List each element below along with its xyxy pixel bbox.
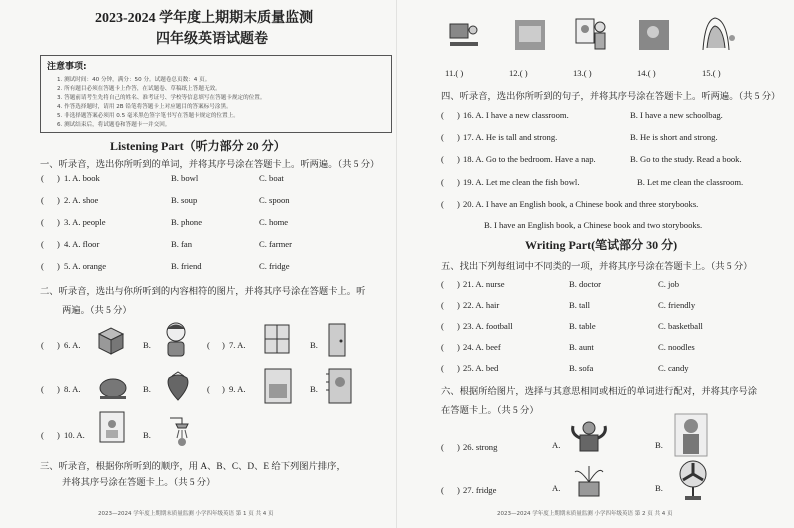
answer-paren-open: ( xyxy=(441,132,444,142)
plant-pot-picture xyxy=(569,460,609,500)
answer-paren-open: ( xyxy=(441,485,444,495)
option-c: C. fridge xyxy=(259,261,290,271)
storybook-picture xyxy=(262,366,294,406)
option-b: B. table xyxy=(569,321,596,331)
option-b: B. tall xyxy=(569,300,591,310)
option-b: B. bowl xyxy=(171,173,199,183)
answer-paren-open: ( xyxy=(441,110,444,120)
question-6-a: 6. A. xyxy=(64,340,81,350)
section-2-instructions-cont: 两遍。（共 5 分） xyxy=(62,306,132,316)
answer-paren-close: ) xyxy=(457,442,460,452)
section-3-instructions-cont: 并将其序号涂在答题卡上。（共 5 分） xyxy=(62,478,216,488)
word-27: 27. fridge xyxy=(463,485,497,495)
section-3-instructions: 三、听录音，根据你所听到的顺序，用 A、B、C、D、E 给下列图片排序， xyxy=(40,462,346,472)
sentence-16-a: 16. A. I have a new classroom. xyxy=(463,110,569,120)
picture-number-13: 13.( ) xyxy=(573,68,592,78)
notice-line: 6. 测试结束后，将试题卷和答题卡一并交回。 xyxy=(57,122,171,128)
picture-option-a: A. xyxy=(552,440,561,450)
answer-paren-open: ( xyxy=(207,340,210,350)
question-8-b: B. xyxy=(143,384,151,394)
section-4-instructions: 四、听录音，选出你所听到的句子，并将其序号涂在答题卡上。听两遍。（共 5 分） xyxy=(441,92,781,102)
art-room-picture xyxy=(573,15,609,55)
option-a: 2. A. shoe xyxy=(64,195,99,205)
answer-paren-close: ) xyxy=(57,173,60,183)
answer-paren-close: ) xyxy=(57,195,60,205)
option-c: C. basketball xyxy=(658,321,703,331)
answer-paren-open: ( xyxy=(441,321,444,331)
option-b: B. doctor xyxy=(569,279,601,289)
option-a: 24. A. beef xyxy=(463,342,501,352)
answer-paren-close: ) xyxy=(57,340,60,350)
option-b: B. fan xyxy=(171,239,193,249)
question-9-a: 9. A. xyxy=(229,384,246,394)
library-picture xyxy=(513,18,547,52)
answer-paren-open: ( xyxy=(441,342,444,352)
answer-paren-open: ( xyxy=(41,384,44,394)
picture-option-b: B. xyxy=(655,483,663,493)
sentence-18-a: 18. A. Go to the bedroom. Have a nap. xyxy=(463,154,596,164)
exam-title: 2023-2024 学年度上期期末质量监测 xyxy=(95,11,314,26)
option-a: 3. A. people xyxy=(64,217,106,227)
answer-paren-open: ( xyxy=(41,173,44,183)
answer-paren-open: ( xyxy=(441,300,444,310)
window-picture xyxy=(262,322,292,356)
option-b: B. soup xyxy=(171,195,198,205)
sentence-17-a: 17. A. He is tall and strong. xyxy=(463,132,558,142)
door-picture xyxy=(326,322,348,358)
answer-paren-close: ) xyxy=(457,177,460,187)
option-a: 22. A. hair xyxy=(463,300,500,310)
section-2-instructions: 二、听录音，选出与你所听到的内容相符的图片，并将其序号涂在答题卡上。听 xyxy=(40,287,366,297)
rubiks-cube-picture xyxy=(93,322,129,358)
option-a: 5. A. orange xyxy=(64,261,107,271)
sentence-19-a: 19. A. Let me clean the fish bowl. xyxy=(463,177,580,187)
notice-line: 1. 测试时间：40 分钟，满分：50 分。试题卷总页数：4 页。 xyxy=(57,77,211,83)
answer-paren-open: ( xyxy=(41,239,44,249)
answer-paren-open: ( xyxy=(441,363,444,373)
study-room-picture xyxy=(98,410,126,444)
question-10-b: B. xyxy=(143,430,151,440)
option-a: 23. A. football xyxy=(463,321,513,331)
section-6-instructions-cont: 在答题卡上。（共 5 分） xyxy=(441,406,539,416)
section-1-instructions: 一、听录音，选出你所听到的单词，并将其序号涂在答题卡上。听两遍。（共 5 分） xyxy=(40,160,380,170)
question-10-a: 10. A. xyxy=(64,430,85,440)
answer-paren-open: ( xyxy=(441,177,444,187)
option-a: 21. A. nurse xyxy=(463,279,505,289)
answer-paren-close: ) xyxy=(457,342,460,352)
answer-paren-close: ) xyxy=(222,340,225,350)
picture-option-a: A. xyxy=(552,483,561,493)
option-b: B. aunt xyxy=(569,342,594,352)
sentence-17-b: B. He is short and strong. xyxy=(630,132,718,142)
answer-paren-close: ) xyxy=(57,239,60,249)
notice-heading: 注意事项: xyxy=(47,62,87,72)
boy-picture xyxy=(160,320,192,360)
sentence-18-b: B. Go to the study. Read a book. xyxy=(630,154,742,164)
question-9-b: B. xyxy=(310,384,318,394)
page-footer: 2023—2024 学年度上期期末质量监测 小学四年级英语 第 1 页 共 4 页 xyxy=(98,511,274,517)
garden-picture xyxy=(697,14,737,54)
answer-paren-open: ( xyxy=(41,340,44,350)
answer-paren-close: ) xyxy=(457,363,460,373)
notice-line: 3. 答题前请考生先将自己的姓名、准考证号、学校等信息填写在答题卡规定的位置。 xyxy=(57,95,266,101)
option-b: B. sofa xyxy=(569,363,594,373)
exam-subtitle: 四年级英语试题卷 xyxy=(156,32,268,47)
answer-paren-close: ) xyxy=(57,261,60,271)
answer-paren-open: ( xyxy=(441,154,444,164)
answer-paren-close: ) xyxy=(457,110,460,120)
option-c: C. friendly xyxy=(658,300,696,310)
option-c: C. noodles xyxy=(658,342,695,352)
word-26: 26. strong xyxy=(463,442,498,452)
answer-paren-close: ) xyxy=(457,154,460,164)
section-6-instructions: 六、根据所给图片，选择与其意思相同或相近的单词进行配对，并将其序号涂 xyxy=(441,387,758,397)
fan-picture xyxy=(675,458,711,502)
answer-paren-open: ( xyxy=(441,279,444,289)
notebook-picture xyxy=(324,366,354,406)
question-6-b: B. xyxy=(143,340,151,350)
answer-paren-close: ) xyxy=(457,279,460,289)
option-c: C. spoon xyxy=(259,195,290,205)
option-c: C. boat xyxy=(259,173,284,183)
picture-number-14: 14.( ) xyxy=(637,68,656,78)
option-c: C. job xyxy=(658,279,680,289)
woman-picture xyxy=(673,412,709,458)
sentence-16-b: B. I have a new schoolbag. xyxy=(630,110,723,120)
option-c: C. farmer xyxy=(259,239,292,249)
question-7-b: B. xyxy=(310,340,318,350)
option-c: C. home xyxy=(259,217,289,227)
option-a: 4. A. floor xyxy=(64,239,100,249)
answer-paren-close: ) xyxy=(457,485,460,495)
answer-paren-open: ( xyxy=(441,442,444,452)
option-c: C. candy xyxy=(658,363,689,373)
picture-number-12: 12.( ) xyxy=(509,68,528,78)
answer-paren-close: ) xyxy=(57,384,60,394)
answer-paren-close: ) xyxy=(457,132,460,142)
answer-paren-close: ) xyxy=(57,430,60,440)
answer-paren-close: ) xyxy=(457,300,460,310)
writing-part-title: Writing Part(笔试部分 30 分) xyxy=(525,238,678,252)
answer-paren-close: ) xyxy=(457,199,460,209)
option-a: 25. A. bed xyxy=(463,363,499,373)
option-b: B. phone xyxy=(171,217,203,227)
notice-line: 2. 所有题目必须在答题卡上作答，在试题卷、草稿纸上答题无效。 xyxy=(57,86,221,92)
sentence-20-b: B. I have an English book, a Chinese book and two storybooks. xyxy=(484,220,703,230)
picture-number-11: 11.( ) xyxy=(445,68,464,78)
option-a: 1. A. book xyxy=(64,173,100,183)
answer-paren-close: ) xyxy=(222,384,225,394)
music-room-picture xyxy=(637,18,671,52)
notice-line: 5. 非选择题答案必须用 0.5 毫米黑色签字笔书写在答题卡规定的位置上。 xyxy=(57,113,239,119)
shower-picture xyxy=(162,414,202,448)
answer-paren-open: ( xyxy=(207,384,210,394)
listening-part-title: Listening Part（听力部分 20 分） xyxy=(110,139,286,153)
section-5-instructions: 五、找出下列每组词中不同类的一项，并将其序号涂在答题卡上。（共 5 分） xyxy=(441,262,753,272)
sentence-19-b: B. Let me clean the classroom. xyxy=(637,177,744,187)
roast-chicken-picture xyxy=(96,372,130,402)
page-footer: 2023—2024 学年度上期期末质量监测 小学四年级英语 第 2 页 共 4 页 xyxy=(497,511,673,517)
answer-paren-open: ( xyxy=(41,195,44,205)
computer-room-picture xyxy=(447,18,481,52)
notice-line: 4. 作答选择题时，请用 2B 铅笔将答题卡上对应题目的答案标号涂黑。 xyxy=(57,104,232,110)
strong-man-picture xyxy=(569,418,609,458)
answer-paren-close: ) xyxy=(57,217,60,227)
picture-option-b: B. xyxy=(655,440,663,450)
notice-box xyxy=(40,55,392,133)
picture-number-15: 15.( ) xyxy=(702,68,721,78)
question-8-a: 8. A. xyxy=(64,384,81,394)
question-7-a: 7. A. xyxy=(229,340,246,350)
answer-paren-open: ( xyxy=(41,430,44,440)
answer-paren-open: ( xyxy=(441,199,444,209)
page-2 xyxy=(397,0,794,528)
strawberry-picture xyxy=(163,368,193,402)
answer-paren-open: ( xyxy=(41,217,44,227)
answer-paren-close: ) xyxy=(457,321,460,331)
sentence-20-a: 20. A. I have an English book, a Chinese book and three storybooks. xyxy=(463,199,699,209)
option-b: B. friend xyxy=(171,261,202,271)
answer-paren-open: ( xyxy=(41,261,44,271)
